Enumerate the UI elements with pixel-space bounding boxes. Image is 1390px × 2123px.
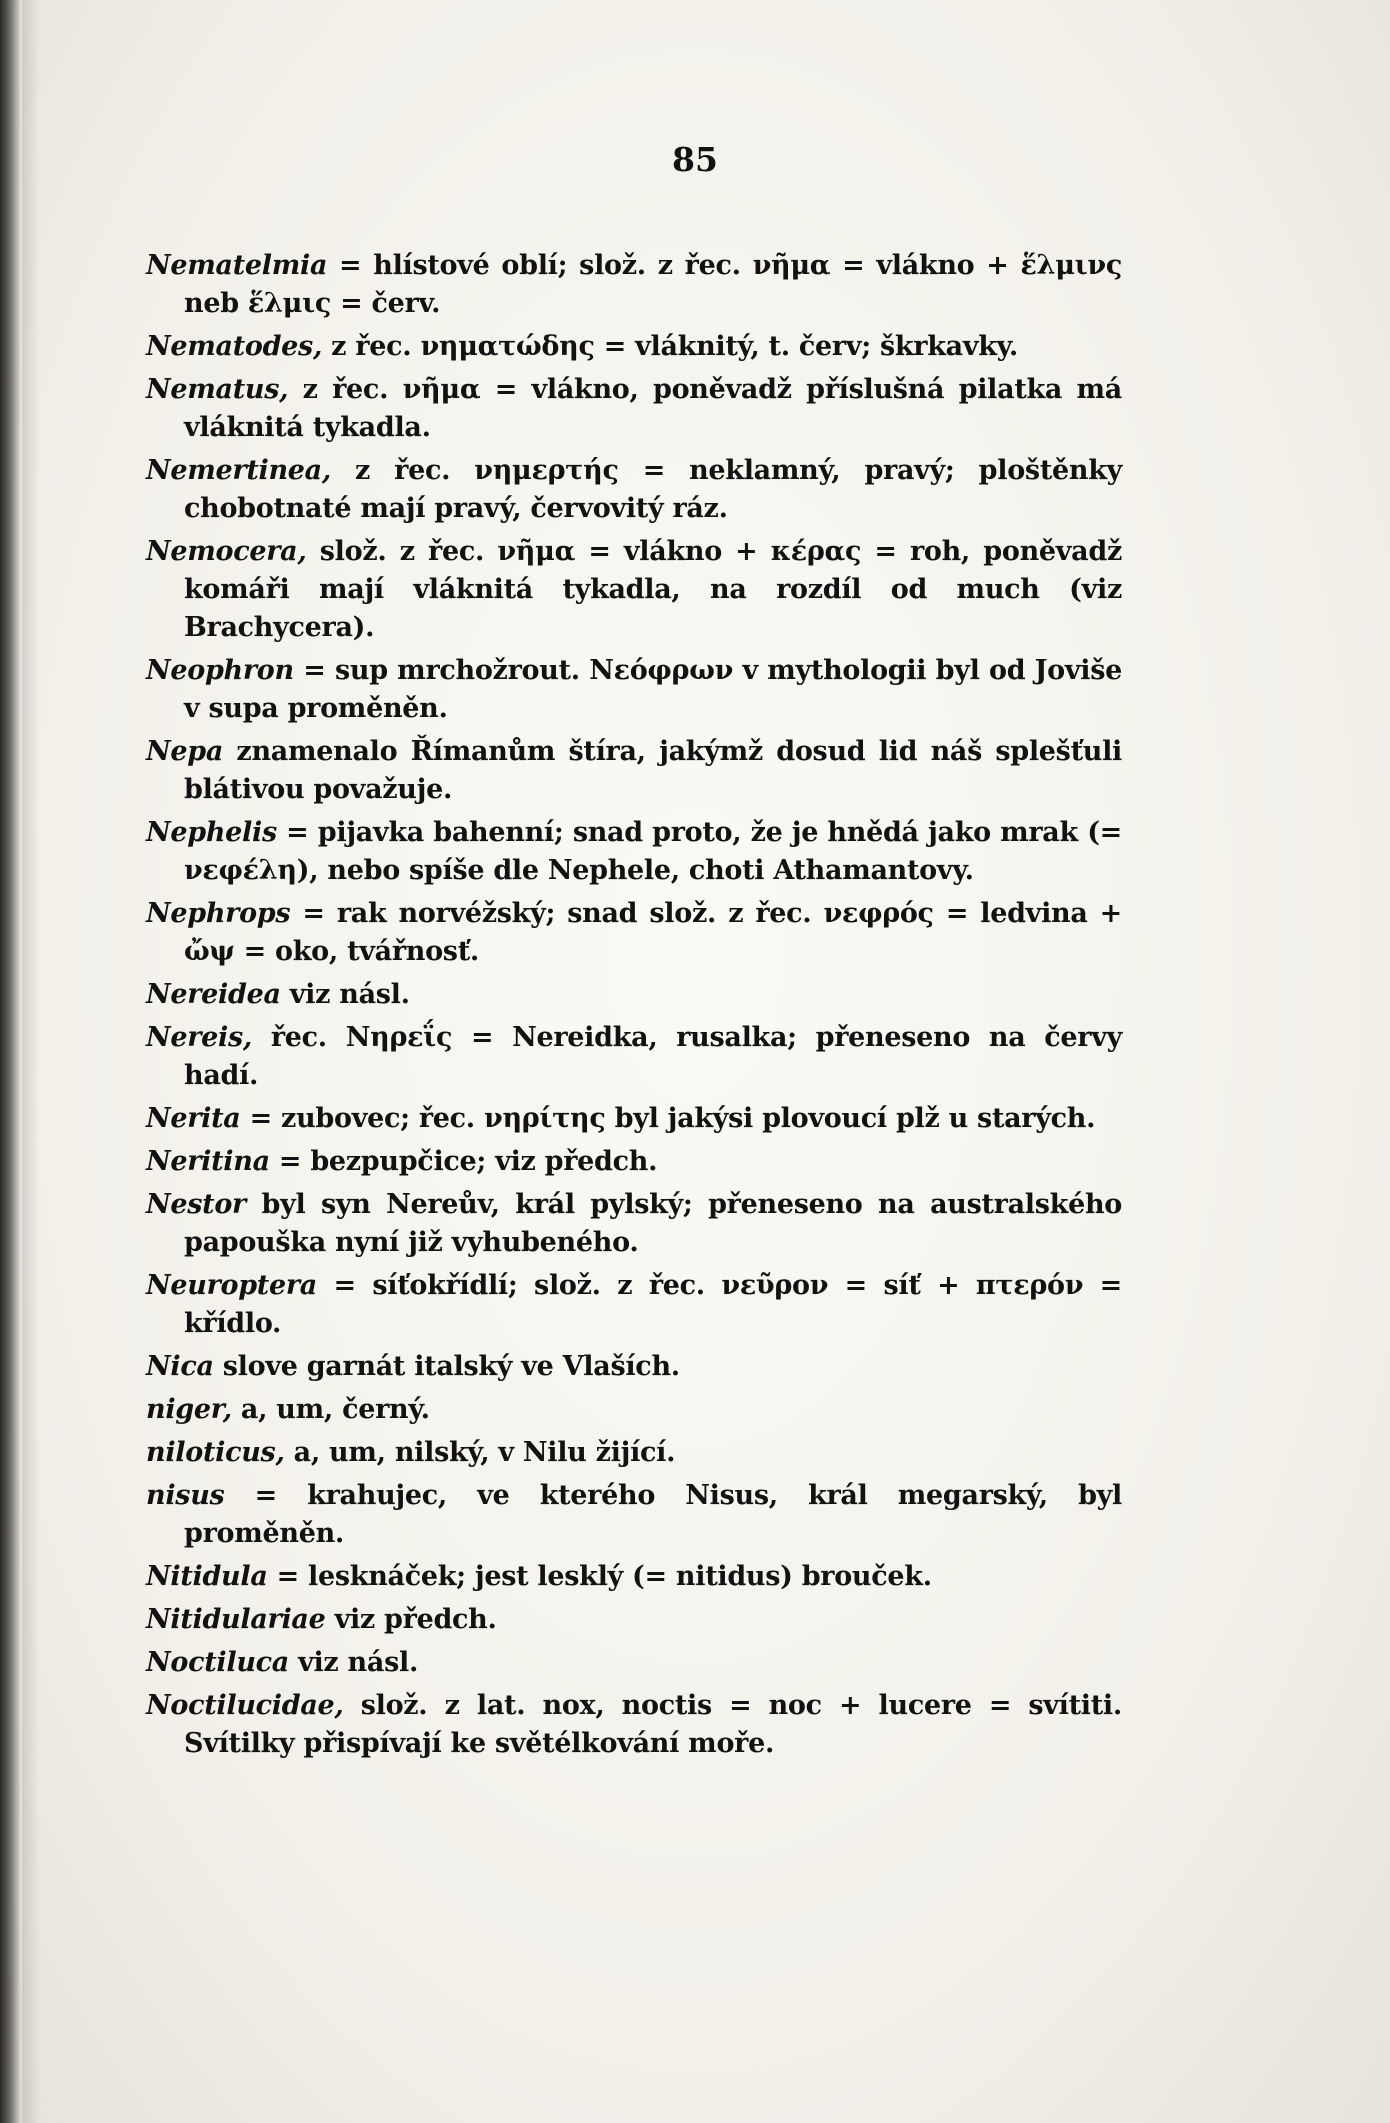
headword: Nematelmia xyxy=(146,250,328,281)
entry-nerita xyxy=(146,1100,1122,1138)
headword: Nerita xyxy=(146,1103,241,1134)
entry-nematodes xyxy=(146,328,1122,366)
headword: Noctilucidae, xyxy=(146,1690,344,1721)
definition: = lesknáček; jest lesklý (= nitidus) brouček. xyxy=(267,1561,932,1592)
headword: Nitidulariae xyxy=(146,1604,326,1635)
headword: Nematodes, xyxy=(146,331,323,362)
entry-neophron xyxy=(146,652,1122,728)
entry-nematelmia xyxy=(146,247,1122,323)
page-gutter-shadow xyxy=(22,0,40,2123)
page-number: 85 xyxy=(672,140,718,179)
headword: niger, xyxy=(146,1394,232,1425)
headword: Nepa xyxy=(146,736,224,767)
headword: Nereis, xyxy=(146,1022,253,1053)
definition: = pijavka bahenní; snad proto, že je hnědá jako mrak (= νεφέλη), nebo spíše dle Nephele, choti Athamantovy. xyxy=(184,817,1122,886)
entry-nereis xyxy=(146,1019,1122,1095)
definition: a, um, černý. xyxy=(231,1394,430,1425)
entry-niger xyxy=(146,1391,1122,1429)
definition: viz předch. xyxy=(325,1604,497,1635)
headword: Nitidula xyxy=(146,1561,268,1592)
headword: Nematus, xyxy=(146,374,289,405)
entry-nemertinea xyxy=(146,452,1122,528)
headword: Neritina xyxy=(146,1146,270,1177)
definition: slove garnát italský ve Vlaších. xyxy=(213,1351,680,1382)
entry-nitidula xyxy=(146,1558,1122,1596)
entry-nitidulariae xyxy=(146,1601,1122,1639)
entry-nestor xyxy=(146,1186,1122,1262)
definition: byl syn Nereův, král pylský; přeneseno na australského papouška nyní již vyhubeného. xyxy=(184,1189,1122,1258)
headword: Nephelis xyxy=(146,817,277,848)
entry-niloticus xyxy=(146,1434,1122,1472)
definition: viz násl. xyxy=(280,979,410,1010)
definition: řec. Νηρεΐς = Nereidka, rusalka; přeneseno na červy hadí. xyxy=(184,1022,1122,1091)
headword: Nephrops xyxy=(146,898,291,929)
entry-nemocera xyxy=(146,533,1122,647)
headword: Noctiluca xyxy=(146,1647,289,1678)
definition: z řec. νημερτής = neklamný, pravý; ploštěnky chobotnaté mají pravý, červovitý ráz. xyxy=(184,455,1122,524)
entry-neuroptera xyxy=(146,1267,1122,1343)
headword: niloticus, xyxy=(146,1437,285,1468)
entry-nephrops xyxy=(146,895,1122,971)
entry-noctiluca xyxy=(146,1644,1122,1682)
entry-nisus xyxy=(146,1477,1122,1553)
headword: Neuroptera xyxy=(146,1270,317,1301)
definition: = bezpupčice; viz předch. xyxy=(269,1146,658,1177)
definition: = zubovec; řec. νηρίτης byl jakýsi plovoucí plž u starých. xyxy=(240,1103,1096,1134)
entry-nephelis xyxy=(146,814,1122,890)
entry-nepa xyxy=(146,733,1122,809)
definition: a, um, nilský, v Nilu žijící. xyxy=(284,1437,676,1468)
definition: = hlístové oblí; slož. z řec. νῆμα = vlákno + ἕλμινς neb ἕλμις = červ. xyxy=(184,250,1122,319)
entry-nereidea xyxy=(146,976,1122,1014)
headword: Nica xyxy=(146,1351,214,1382)
definition: = sup mrchožrout. Νεόφρων v mythologii byl od Joviše v supa proměněn. xyxy=(184,655,1122,724)
definition: znamenalo Římanům štíra, jakýmž dosud lid náš splešťuli blátivou považuje. xyxy=(184,736,1122,805)
headword: Nemocera, xyxy=(146,536,307,567)
definition: = rak norvéžský; snad slož. z řec. νεφρός = ledvina + ὤψ = oko, tvářnosť. xyxy=(184,898,1122,967)
definition: z řec. νηματώδης = vláknitý, t. červ; škrkavky. xyxy=(322,331,1019,362)
headword: Nereidea xyxy=(146,979,281,1010)
headword: nisus xyxy=(146,1480,225,1511)
entry-neritina xyxy=(146,1143,1122,1181)
dictionary-entries xyxy=(146,247,1122,1768)
page-binding-edge xyxy=(0,0,22,2123)
definition: z řec. νῆμα = vlákno, poněvadž příslušná pilatka má vláknitá tykadla. xyxy=(184,374,1122,443)
headword: Nestor xyxy=(146,1189,246,1220)
headword: Nemertinea, xyxy=(146,455,331,486)
definition: = síťokřídlí; slož. z řec. νεῦρον = síť + πτερόν = křídlo. xyxy=(184,1270,1122,1339)
definition: = krahujec, ve kterého Nisus, král megarský, byl proměněn. xyxy=(184,1480,1122,1549)
definition: slož. z lat. nox, noctis = noc + lucere = svítiti. Svítilky přispívají ke světélkování moře. xyxy=(184,1690,1122,1759)
definition: slož. z řec. νῆμα = vlákno + κέρας = roh, poněvadž komáři mají vláknitá tykadla, na rozdíl od much (viz Brachycera). xyxy=(184,536,1122,643)
entry-noctilucidae xyxy=(146,1687,1122,1763)
entry-nica xyxy=(146,1348,1122,1386)
definition: viz násl. xyxy=(288,1647,419,1678)
entry-nematus xyxy=(146,371,1122,447)
headword: Neophron xyxy=(146,655,294,686)
